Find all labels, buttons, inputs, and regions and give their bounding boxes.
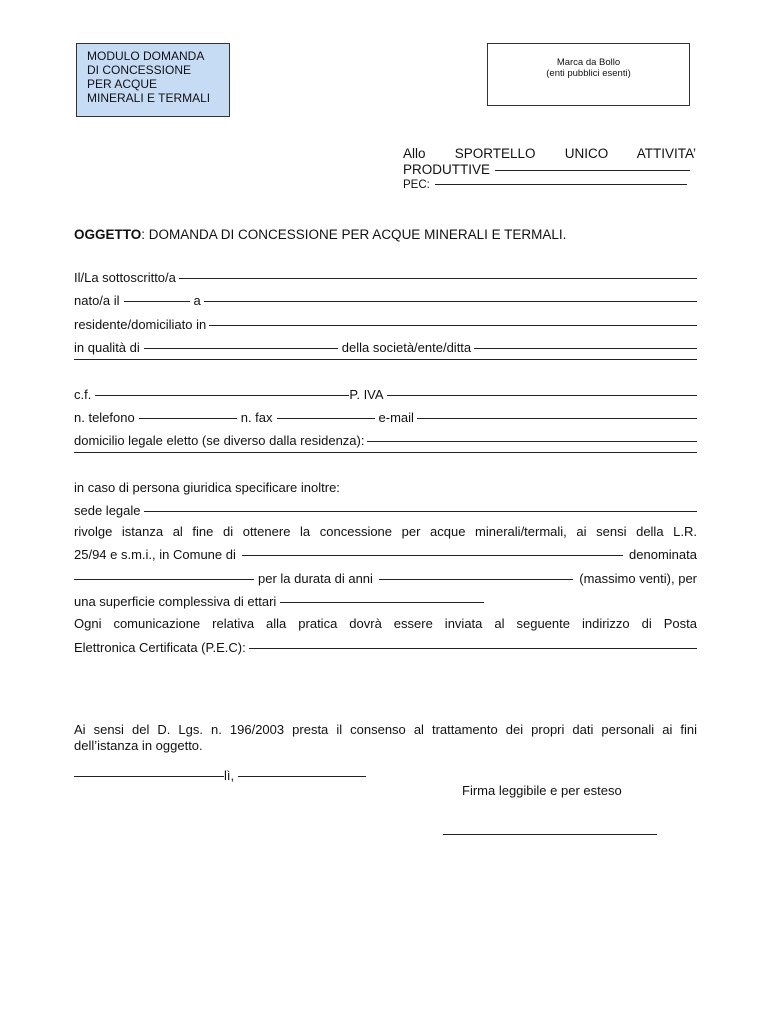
fax-blank[interactable]	[277, 418, 375, 419]
societa-cont-blank[interactable]	[74, 359, 697, 360]
fax-label: n. fax	[240, 410, 273, 425]
luogo-nascita-blank[interactable]	[204, 301, 697, 302]
privacy-text-line1: Ai sensi del D. Lgs. n. 196/2003 presta il consenso al trattamento dei propri dati personali ai fini	[74, 722, 697, 737]
comunicazione-text: Ogni comunicazione relativa alla pratica dovrà essere inviata al seguente indirizzo di Posta	[74, 616, 697, 631]
form-row-sede	[74, 501, 697, 521]
email-label: e-mail	[378, 410, 414, 425]
domicilio-blank[interactable]	[367, 441, 697, 442]
form-row-residenza	[74, 315, 697, 335]
luogo-label: a	[193, 293, 201, 308]
sottoscritto-label: Il/La sottoscritto/a	[74, 270, 176, 285]
form-title-line: MODULO DOMANDA	[87, 49, 205, 63]
li-label: lì,	[224, 768, 235, 783]
istanza-text: rivolge istanza al fine di ottenere la concessione per acque minerali/termali, ai sensi della L.R.	[74, 524, 697, 539]
form-row-domicilio	[74, 431, 697, 451]
sportello-text: SPORTELLO	[454, 146, 536, 161]
societa-blank[interactable]	[474, 348, 697, 349]
domicilio-label: domicilio legale eletto (se diverso dalla residenza):	[74, 433, 365, 448]
firma-blank[interactable]	[443, 834, 657, 835]
recipient-line-2	[403, 162, 690, 178]
subject-text: : DOMANDA DI CONCESSIONE PER ACQUE MINERALI E TERMALI.	[141, 227, 567, 242]
durata-blank[interactable]	[379, 579, 573, 580]
allo-text: Allo	[403, 146, 426, 161]
sottoscritto-blank[interactable]	[179, 278, 697, 279]
residenza-blank[interactable]	[209, 325, 697, 326]
data-nascita-blank[interactable]	[124, 301, 190, 302]
form-row-durata	[74, 569, 697, 589]
telefono-blank[interactable]	[139, 418, 237, 419]
stamp-label: Marca da Bollo	[556, 57, 621, 68]
persona-giuridica-text: in caso di persona giuridica specificare inoltre:	[74, 480, 340, 495]
residente-label: residente/domiciliato in	[74, 317, 207, 332]
form-row-nascita	[74, 291, 697, 311]
societa-label: della società/ente/ditta	[341, 340, 472, 355]
piva-label: P. IVA	[349, 387, 384, 402]
comune-label: 25/94 e s.m.i., in Comune di	[74, 547, 236, 562]
piva-blank[interactable]	[387, 395, 697, 396]
massimo-label: (massimo venti), per	[579, 571, 697, 586]
qualita-blank[interactable]	[144, 348, 338, 349]
form-row-contatti	[74, 408, 697, 428]
subject-label: OGGETTO	[74, 227, 142, 242]
pec-label: PEC:	[403, 179, 430, 191]
cf-label: c.f.	[74, 387, 92, 402]
subject-line	[74, 225, 697, 245]
in-qualita-label: in qualità di	[74, 340, 140, 355]
cf-blank[interactable]	[95, 395, 349, 396]
email-blank[interactable]	[417, 418, 697, 419]
recipient-pec-line	[403, 178, 687, 193]
nato-il-label: nato/a il	[74, 293, 120, 308]
recipient-address	[403, 145, 696, 193]
form-title-line: DI CONCESSIONE	[87, 63, 192, 77]
sede-legale-label: sede legale	[74, 503, 141, 518]
luogo-data-row	[74, 766, 366, 786]
pec-certificata-blank[interactable]	[249, 648, 697, 649]
denominata-label: denominata	[629, 547, 697, 562]
superficie-label: una superficie complessiva di ettari	[74, 594, 277, 609]
form-row-domicilio-cont	[74, 455, 697, 475]
form-title-box	[76, 43, 230, 117]
durata-label: per la durata di anni	[258, 571, 373, 586]
revenue-stamp-box	[487, 43, 690, 106]
form-row-pec	[74, 638, 697, 658]
form-row-superficie	[74, 592, 697, 612]
form-row-qualita	[74, 338, 697, 358]
form-title-line: MINERALI E TERMALI	[87, 91, 211, 105]
produttive-blank[interactable]	[495, 170, 690, 171]
attivita-text: ATTIVITA’	[636, 146, 696, 161]
telefono-label: n. telefono	[74, 410, 135, 425]
form-row-sottoscritto	[74, 268, 697, 288]
pec-blank[interactable]	[435, 184, 687, 185]
stamp-note: (enti pubblici esenti)	[546, 68, 631, 79]
form-row-comune	[74, 545, 697, 565]
superficie-blank[interactable]	[280, 602, 484, 603]
unico-text: UNICO	[564, 146, 609, 161]
form-title-line: PER ACQUE	[87, 77, 158, 91]
sede-legale-blank[interactable]	[144, 511, 698, 512]
produttive-text: PRODUTTIVE	[403, 162, 491, 177]
denominazione-blank[interactable]	[74, 579, 254, 580]
recipient-line-1	[403, 145, 696, 162]
firma-label: Firma leggibile e per esteso	[462, 783, 622, 798]
pec-certificata-label: Elettronica Certificata (P.E.C):	[74, 640, 246, 655]
data-blank[interactable]	[238, 776, 366, 777]
privacy-text-line2: dell’istanza in oggetto.	[74, 738, 203, 753]
form-row-societa-cont	[74, 362, 697, 382]
domicilio-cont-blank[interactable]	[74, 452, 697, 453]
form-row-cf	[74, 385, 697, 405]
luogo-blank[interactable]	[74, 776, 224, 777]
comune-blank[interactable]	[242, 555, 623, 556]
